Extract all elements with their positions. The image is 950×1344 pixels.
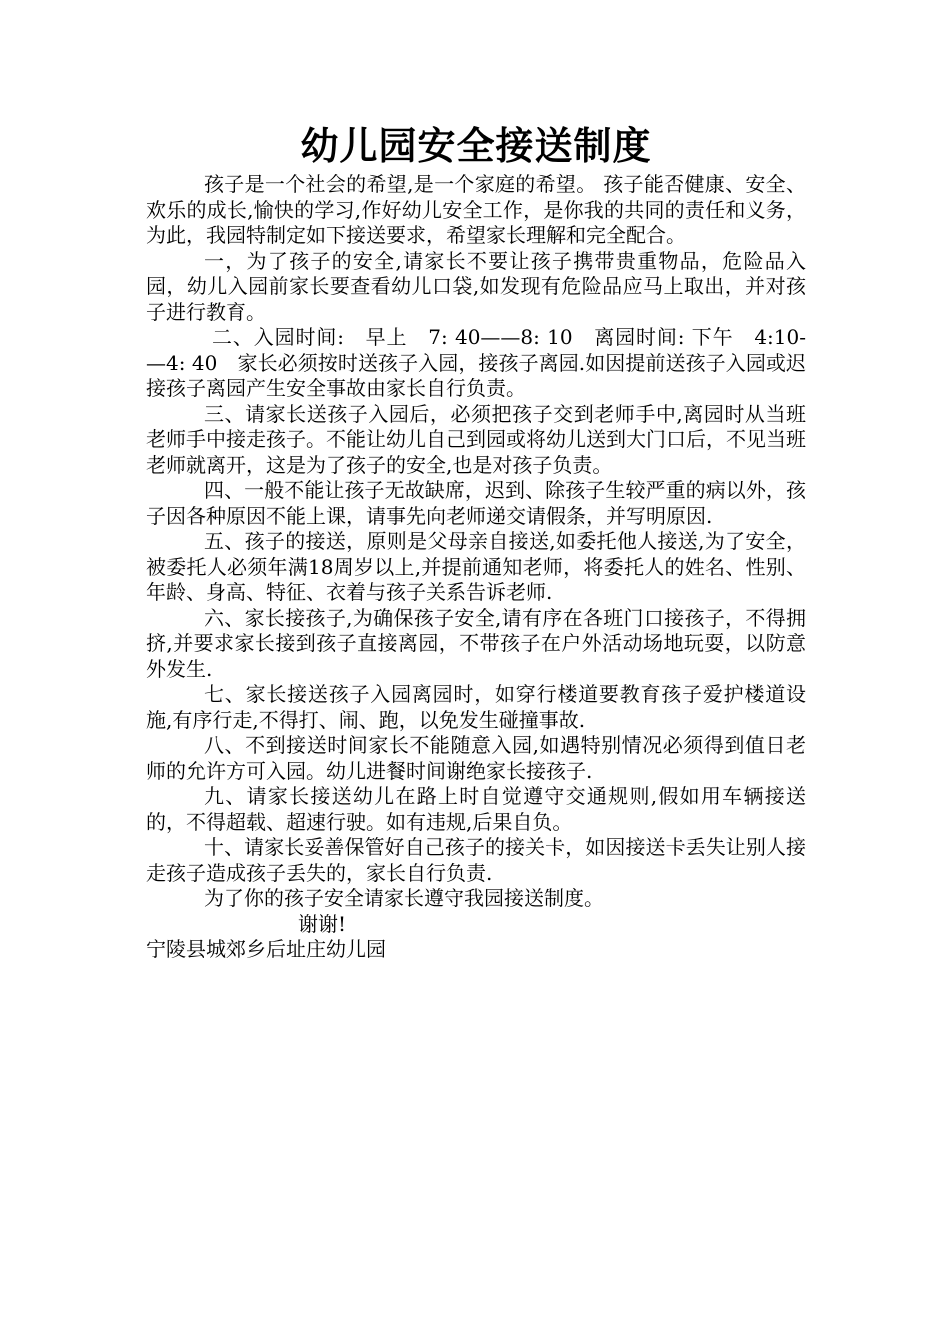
intro-paragraph: 孩子是一个社会的希望,是一个家庭的希望。 孩子能否健康、安全、欢乐的成长,愉快的学习,作好幼儿安全工作，是你我的共同的责任和义务，为此，我园特制定如下接送要求，希望家长理解和完全配合。	[146, 172, 806, 247]
rule-4: 四、一般不能让孩子无故缺席，迟到、除孩子生较严重的病以外，孩子因各种原因不能上课，请事先向老师递交请假条，并写明原因.	[146, 478, 806, 528]
closing-line: 为了你的孩子安全请家长遵守我园接送制度。	[204, 886, 604, 910]
thanks-line: 谢谢!	[298, 911, 347, 936]
signature-line: 宁陵县城郊乡后址庄幼儿园	[146, 937, 386, 961]
document-body	[146, 120, 806, 963]
rule-9: 九、请家长接送幼儿在路上时自觉遵守交通规则,假如用车辆接送的，不得超载、超速行驶。如有违规,后果自负。	[146, 784, 806, 834]
rule-1: 一，为了孩子的安全,请家长不要让孩子携带贵重物品，危险品入园，幼儿入园前家长要查看幼儿口袋,如发现有危险品应马上取出，并对孩子进行教育。	[146, 248, 806, 324]
document-title: 幼儿园安全接送制度	[300, 124, 652, 168]
rule-2: 二、入园时间: 早上 7: 40——8: 10 离园时间: 下午 4:10-—4: 40 家长必须按时送孩子入园，接孩子离园.如因提前送孩子入园或迟接孩子离园产生安全事故由家长自行负责。	[146, 325, 806, 400]
rule-7: 七、家长接送孩子入园离园时，如穿行楼道要教育孩子爱护楼道设施,有序行走,不得打、闹、跑，以免发生碰撞事故.	[146, 682, 806, 732]
rule-3: 三、请家长送孩子入园后，必须把孩子交到老师手中,离园时从当班老师手中接走孩子。不能让幼儿自己到园或将幼儿送到大门口后，不见当班老师就离开，这是为了孩子的安全,也是对孩子负责。	[146, 401, 806, 477]
rule-10: 十、请家长妥善保管好自己孩子的接关卡，如因接送卡丢失让别人接走孩子造成孩子丢失的，家长自行负责.	[146, 835, 806, 885]
rule-6: 六、家长接孩子,为确保孩子安全,请有序在各班门口接孩子，不得拥挤,并要求家长接到孩子直接离园，不带孩子在户外活动场地玩耍，以防意外发生.	[146, 605, 806, 681]
rule-5: 五、孩子的接送，原则是父母亲自接送,如委托他人接送,为了安全，被委托人必须年满18周岁以上,并提前通知老师，将委托人的姓名、性别、年龄、身高、特征、衣着与孩子关系告诉老师.	[146, 529, 806, 604]
rule-8: 八、不到接送时间家长不能随意入园,如遇特别情况必须得到值日老师的允许方可入园。幼儿进餐时间谢绝家长接孩子.	[146, 733, 806, 783]
